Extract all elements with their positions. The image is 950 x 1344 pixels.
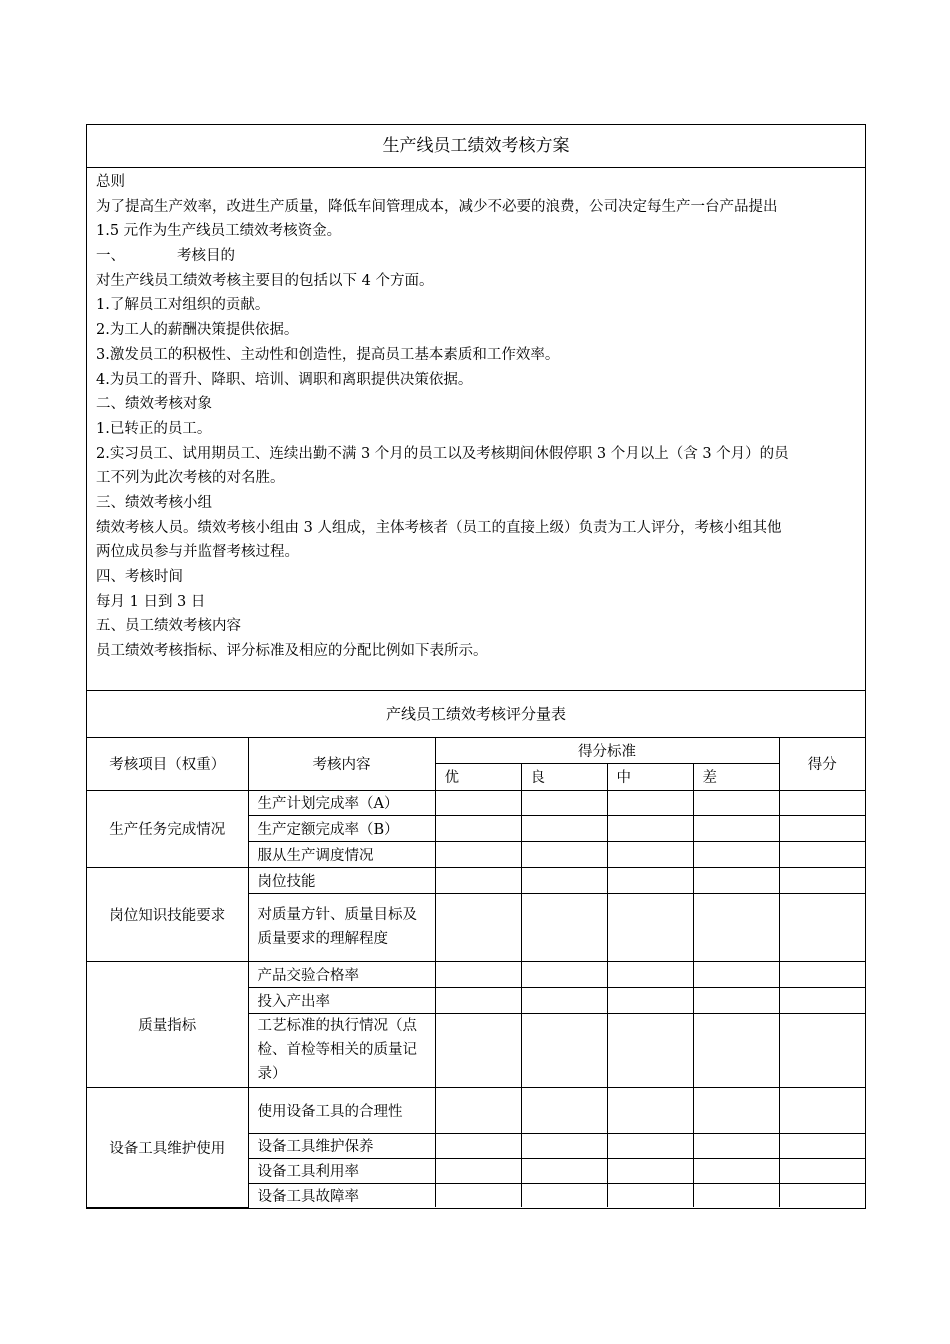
- total-cell[interactable]: [779, 987, 865, 1013]
- score-cell[interactable]: [607, 867, 693, 893]
- total-cell[interactable]: [779, 841, 865, 867]
- header-standard: 得分标准: [435, 738, 779, 763]
- score-cell[interactable]: [521, 841, 607, 867]
- section-heading-2: 二、绩效考核对象: [96, 396, 212, 413]
- row-content: 生产定额完成率（B）: [248, 815, 435, 841]
- row-content: 使用设备工具的合理性: [248, 1087, 435, 1133]
- score-cell[interactable]: [693, 867, 779, 893]
- section-heading-1: [96, 244, 856, 269]
- score-cell[interactable]: [435, 1087, 521, 1133]
- row-content: 设备工具维护保养: [248, 1133, 435, 1158]
- score-cell[interactable]: [607, 841, 693, 867]
- score-cell[interactable]: [693, 1087, 779, 1133]
- table-row: [87, 1087, 865, 1133]
- body-line: 4.为员工的晋升、降职、培训、调职和离职提供决策依据。: [96, 371, 473, 388]
- body-line: 对生产线员工绩效考核主要目的包括以下 4 个方面。: [96, 272, 434, 289]
- score-cell[interactable]: [521, 961, 607, 987]
- body-line: 两位成员参与并监督考核过程。: [96, 544, 299, 561]
- score-cell[interactable]: [693, 841, 779, 867]
- row-content: 对质量方针、质量目标及质量要求的理解程度: [248, 893, 435, 961]
- score-cell[interactable]: [435, 867, 521, 893]
- total-cell[interactable]: [779, 1087, 865, 1133]
- document-body: [87, 168, 865, 691]
- total-cell[interactable]: [779, 893, 865, 961]
- score-cell[interactable]: [607, 987, 693, 1013]
- score-cell[interactable]: [435, 1183, 521, 1207]
- total-cell[interactable]: [779, 1183, 865, 1207]
- row-content: 投入产出率: [248, 987, 435, 1013]
- total-cell[interactable]: [779, 1013, 865, 1087]
- score-cell[interactable]: [521, 1013, 607, 1087]
- score-cell[interactable]: [521, 1133, 607, 1158]
- header-row: [87, 738, 865, 763]
- group-name: 岗位知识技能要求: [87, 867, 248, 961]
- body-line: 1.已转正的员工。: [96, 420, 212, 437]
- score-cell[interactable]: [521, 790, 607, 815]
- total-cell[interactable]: [779, 961, 865, 987]
- section-heading-4: 四、考核时间: [96, 569, 183, 585]
- score-cell[interactable]: [607, 815, 693, 841]
- score-cell[interactable]: [435, 841, 521, 867]
- table-row: [87, 867, 865, 893]
- header-content: 考核内容: [248, 738, 435, 790]
- score-cell[interactable]: [435, 815, 521, 841]
- body-line: 2.实习员工、试用期员工、连续出勤不满 3 个月的员工以及考核期间休假停职 3 个月以上（含 3 个月）的员: [96, 445, 789, 462]
- score-cell[interactable]: [521, 815, 607, 841]
- score-cell[interactable]: [693, 790, 779, 815]
- score-cell[interactable]: [521, 1087, 607, 1133]
- score-cell[interactable]: [693, 1183, 779, 1207]
- score-cell[interactable]: [521, 987, 607, 1013]
- row-content: 生产计划完成率（A）: [248, 790, 435, 815]
- grade-excellent: 优: [435, 763, 521, 790]
- row-content: 设备工具故障率: [248, 1183, 435, 1207]
- grade-medium: 中: [607, 763, 693, 790]
- score-cell[interactable]: [435, 790, 521, 815]
- row-content: 工艺标准的执行情况（点检、首检等相关的质量记录）: [248, 1013, 435, 1087]
- score-cell[interactable]: [521, 1183, 607, 1207]
- score-cell[interactable]: [521, 893, 607, 961]
- total-cell[interactable]: [779, 815, 865, 841]
- row-content: 设备工具利用率: [248, 1158, 435, 1183]
- total-cell[interactable]: [779, 790, 865, 815]
- score-cell[interactable]: [693, 961, 779, 987]
- body-line: 总则: [96, 174, 125, 190]
- body-line: 1.5 元作为生产线员工绩效考核资金。: [96, 223, 342, 240]
- body-line: 1.了解员工对组织的贡献。: [96, 297, 270, 314]
- table-row: [87, 961, 865, 987]
- document-title: 生产线员工绩效考核方案: [87, 125, 865, 168]
- table-row: [87, 790, 865, 815]
- score-cell[interactable]: [607, 893, 693, 961]
- score-table-title: 产线员工绩效考核评分量表: [87, 691, 865, 738]
- body-line: 为了提高生产效率，改进生产质量，降低车间管理成本，减少不必要的浪费，公司决定每生产一台产品提出: [96, 198, 778, 215]
- score-cell[interactable]: [607, 1158, 693, 1183]
- score-table: [87, 738, 865, 1208]
- body-line: 绩效考核人员。绩效考核小组由 3 人组成，主体考核者（员工的直接上级）负责为工人评分，考核小组其他: [96, 519, 782, 536]
- score-cell[interactable]: [435, 893, 521, 961]
- score-cell[interactable]: [435, 961, 521, 987]
- body-line: 2.为工人的薪酬决策提供依据。: [96, 322, 299, 339]
- total-cell[interactable]: [779, 1133, 865, 1158]
- score-cell[interactable]: [435, 987, 521, 1013]
- header-score: 得分: [779, 738, 865, 790]
- total-cell[interactable]: [779, 867, 865, 893]
- section-label: 考核目的: [177, 248, 235, 265]
- score-cell[interactable]: [693, 1013, 779, 1087]
- score-cell[interactable]: [607, 1087, 693, 1133]
- score-cell[interactable]: [693, 987, 779, 1013]
- score-cell[interactable]: [693, 1158, 779, 1183]
- score-cell[interactable]: [607, 790, 693, 815]
- row-content: 服从生产调度情况: [248, 841, 435, 867]
- document-frame: [86, 124, 866, 1209]
- score-cell[interactable]: [607, 1013, 693, 1087]
- row-content: 产品交验合格率: [248, 961, 435, 987]
- section-heading-5: 五、员工绩效考核内容: [96, 618, 241, 635]
- grade-poor: 差: [693, 763, 779, 790]
- group-name: 设备工具维护使用: [87, 1087, 248, 1207]
- section-heading-3: 三、绩效考核小组: [96, 494, 212, 511]
- body-line: 员工绩效考核指标、评分标准及相应的分配比例如下表所示。: [96, 643, 488, 660]
- score-cell[interactable]: [607, 1183, 693, 1207]
- score-cell[interactable]: [607, 961, 693, 987]
- score-cell[interactable]: [435, 1133, 521, 1158]
- total-cell[interactable]: [779, 1158, 865, 1183]
- body-line: 每月 1 日到 3 日: [96, 593, 206, 610]
- score-cell[interactable]: [521, 867, 607, 893]
- group-name: 质量指标: [87, 961, 248, 1087]
- body-line: 工不列为此次考核的对名胜。: [96, 470, 285, 487]
- section-number: 一、: [96, 248, 125, 265]
- grade-good: 良: [521, 763, 607, 790]
- score-cell[interactable]: [521, 1158, 607, 1183]
- score-cell[interactable]: [693, 815, 779, 841]
- score-cell[interactable]: [693, 1133, 779, 1158]
- score-cell[interactable]: [693, 893, 779, 961]
- header-item: 考核项目（权重）: [87, 738, 248, 790]
- score-cell[interactable]: [607, 1133, 693, 1158]
- body-line: 3.激发员工的积极性、主动性和创造性，提高员工基本素质和工作效率。: [96, 346, 560, 363]
- group-name: 生产任务完成情况: [87, 790, 248, 867]
- score-cell[interactable]: [435, 1013, 521, 1087]
- score-cell[interactable]: [435, 1158, 521, 1183]
- row-content: 岗位技能: [248, 867, 435, 893]
